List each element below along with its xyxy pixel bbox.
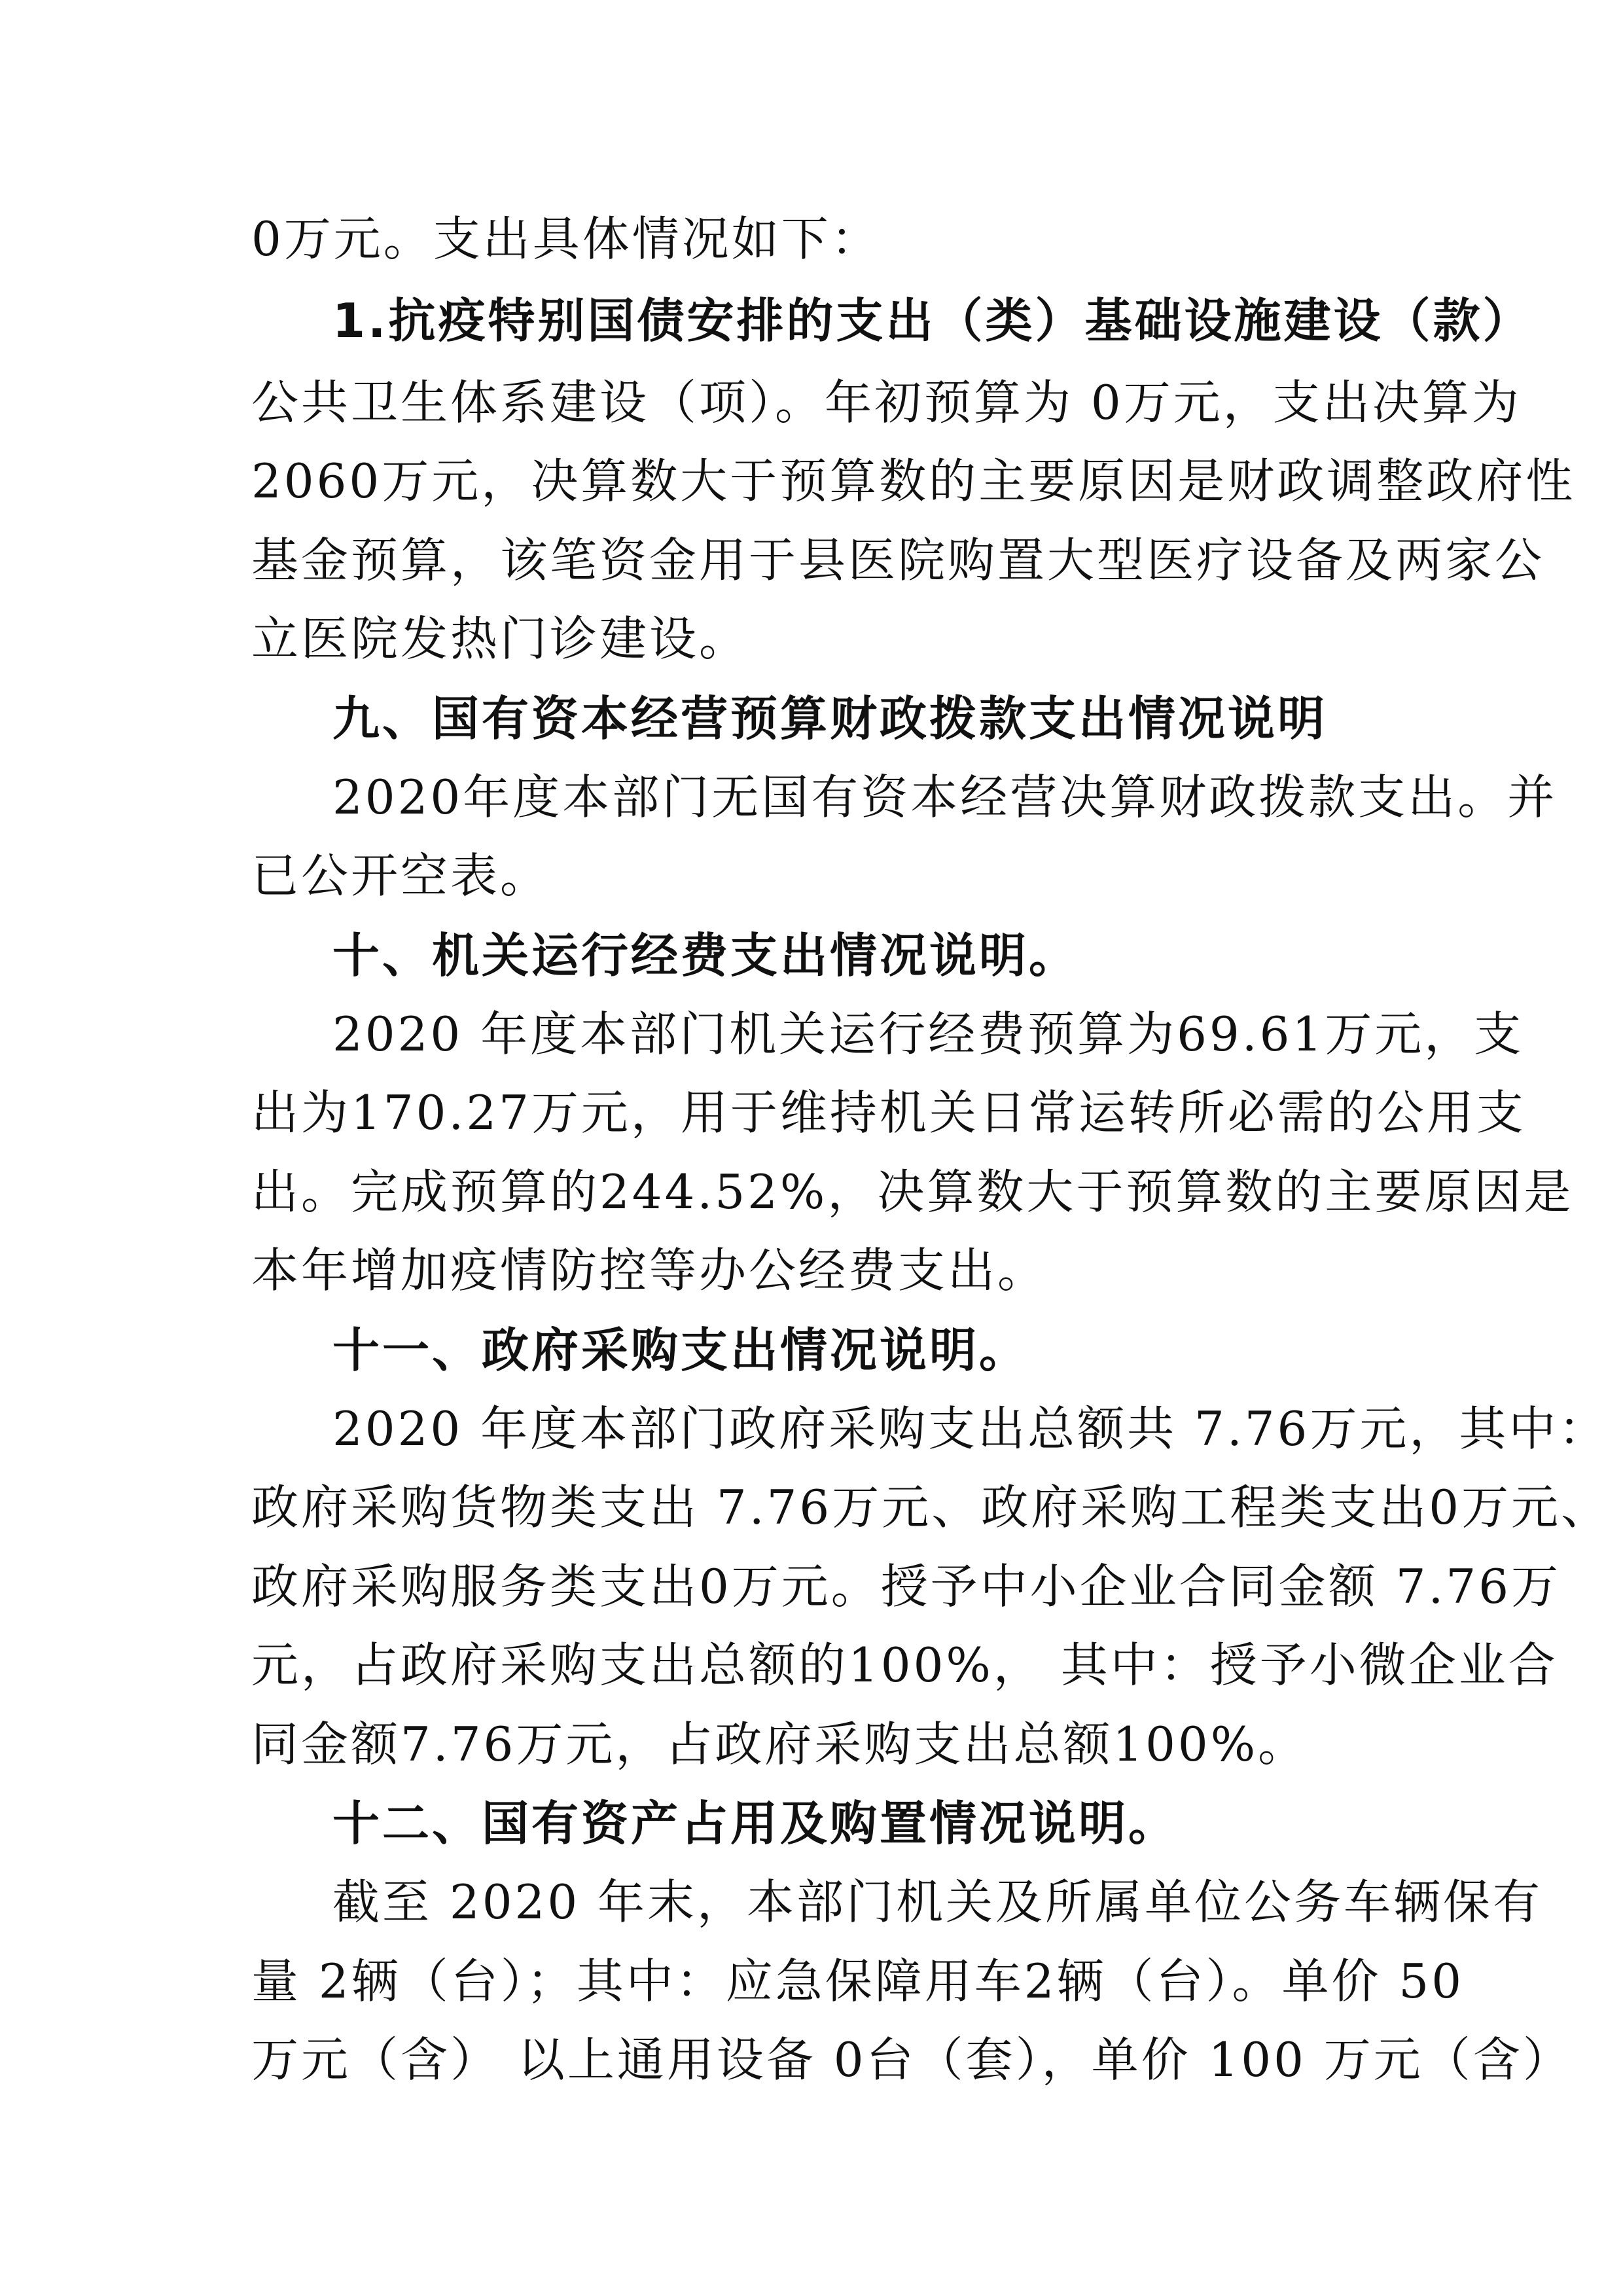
paragraph-line: 2020 年度本部门机关运行经费预算为69.61万元，支 <box>332 1007 1524 1062</box>
paragraph-line: 出为170.27万元，用于维持机关日常运转所必需的公用支 <box>251 1085 1526 1140</box>
section-heading-12: 十二、国有资产占用及购置情况说明。 <box>332 1796 1179 1851</box>
paragraph-line: 万元（含） 以上通用设备 0台（套），单价 100 万元（含） <box>251 2032 1573 2087</box>
paragraph-line: 立医院发热门诊建设。 <box>251 611 749 666</box>
paragraph-line: 2060万元，决算数大于预算数的主要原因是财政调整政府性 <box>251 454 1576 509</box>
section-1-heading-line: 1.抗疫特别国债安排的支出（类）基础设施建设（款） <box>332 293 1533 348</box>
paragraph-line: 量 2辆（台）；其中：应急保障用车2辆（台）。单价 50 <box>251 1954 1465 2009</box>
paragraph-line: 基金预算，该笔资金用于县医院购置大型医疗设备及两家公 <box>251 533 1545 588</box>
paragraph-line: 2020 年度本部门政府采购支出总额共 7.76万元，其中： <box>332 1401 1609 1456</box>
paragraph-line: 出。完成预算的244.52%，决算数大于预算数的主要原因是 <box>251 1164 1574 1219</box>
paragraph-line: 元，占政府采购支出总额的100%， 其中：授予小微企业合 <box>251 1638 1558 1693</box>
paragraph-line: 已公开空表。 <box>251 848 550 903</box>
paragraph-line: 0万元。支出具体情况如下： <box>251 211 881 266</box>
paragraph-line: 2020年度本部门无国有资本经营决算财政拨款支出。并 <box>332 770 1558 825</box>
paragraph-line: 同金额7.76万元，占政府采购支出总额100%。 <box>251 1717 1308 1772</box>
section-heading-10: 十、机关运行经费支出情况说明。 <box>332 928 1079 983</box>
paragraph-line: 政府采购货物类支出 7.76万元、政府采购工程类支出0万元、 <box>251 1480 1611 1535</box>
paragraph-line: 本年增加疫情防控等办公经费支出。 <box>251 1243 1048 1298</box>
section-heading-11: 十一、政府采购支出情况说明。 <box>332 1323 1029 1378</box>
paragraph-line: 政府采购服务类支出0万元。授予中小企业合同金额 7.76万 <box>251 1559 1561 1614</box>
paragraph-line: 公共卫生体系建设（项）。年初预算为 0万元，支出决算为 <box>251 375 1522 430</box>
paragraph-line: 截至 2020 年末，本部门机关及所属单位公务车辆保有 <box>332 1874 1543 1929</box>
section-heading-9: 九、国有资本经营预算财政拨款支出情况说明 <box>332 691 1328 746</box>
